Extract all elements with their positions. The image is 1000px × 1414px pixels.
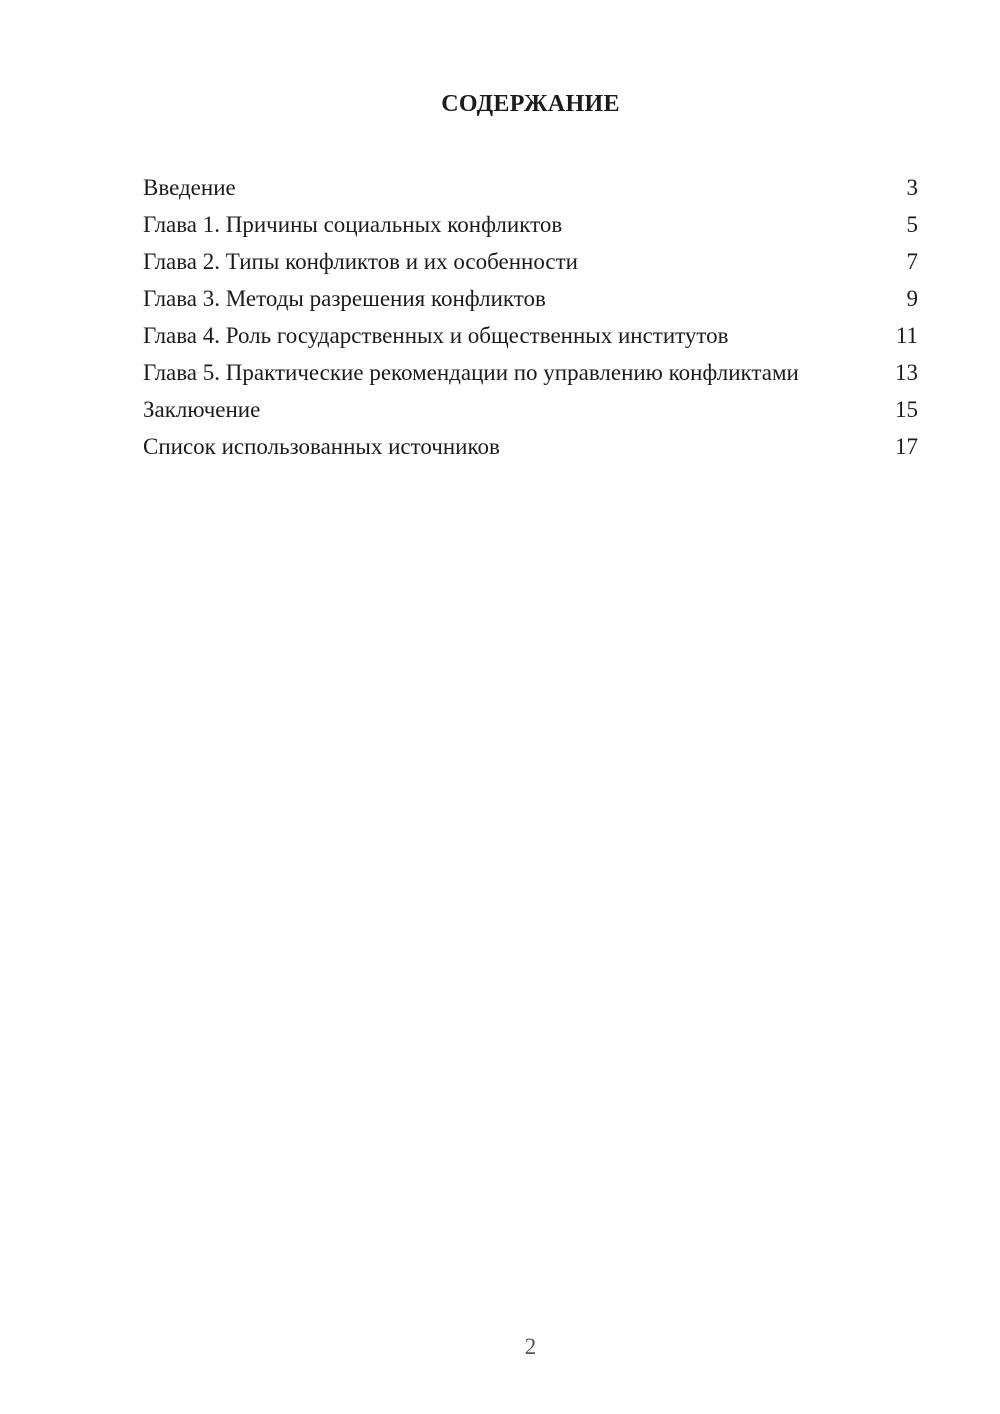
footer-page-number: 2 [524, 1334, 537, 1359]
toc-entry-label: Заключение [143, 397, 261, 422]
toc-entry-page: 17 [895, 434, 918, 459]
toc-entry-page: 9 [906, 286, 918, 311]
toc-list [143, 173, 918, 461]
toc-section [143, 88, 918, 469]
toc-entry-label: Список использованных источников [143, 434, 500, 459]
toc-entry [143, 247, 918, 276]
toc-entry-page: 3 [906, 175, 918, 200]
toc-entry [143, 284, 918, 313]
toc-entry-page: 7 [906, 249, 918, 274]
toc-entry-label: Глава 4. Роль государственных и общественных институтов [143, 323, 729, 348]
toc-entry [143, 173, 918, 202]
toc-entry-page: 5 [906, 212, 918, 237]
toc-entry-label: Глава 2. Типы конфликтов и их особенности [143, 249, 578, 274]
toc-entry [143, 358, 918, 387]
toc-entry-page: 11 [895, 323, 918, 348]
toc-entry [143, 321, 918, 350]
toc-entry-label: Глава 3. Методы разрешения конфликтов [143, 286, 546, 311]
toc-entry-label: Глава 1. Причины социальных конфликтов [143, 212, 563, 237]
toc-entry-label: Глава 5. Практические рекомендации по управлению конфликтами [143, 360, 799, 385]
toc-entry-page: 13 [895, 360, 918, 385]
toc-entry [143, 395, 918, 424]
toc-entry-page: 15 [895, 397, 918, 422]
toc-entry [143, 210, 918, 239]
toc-heading: СОДЕРЖАНИЕ [441, 91, 620, 117]
toc-entry-label: Введение [143, 175, 236, 200]
toc-entry [143, 432, 918, 461]
